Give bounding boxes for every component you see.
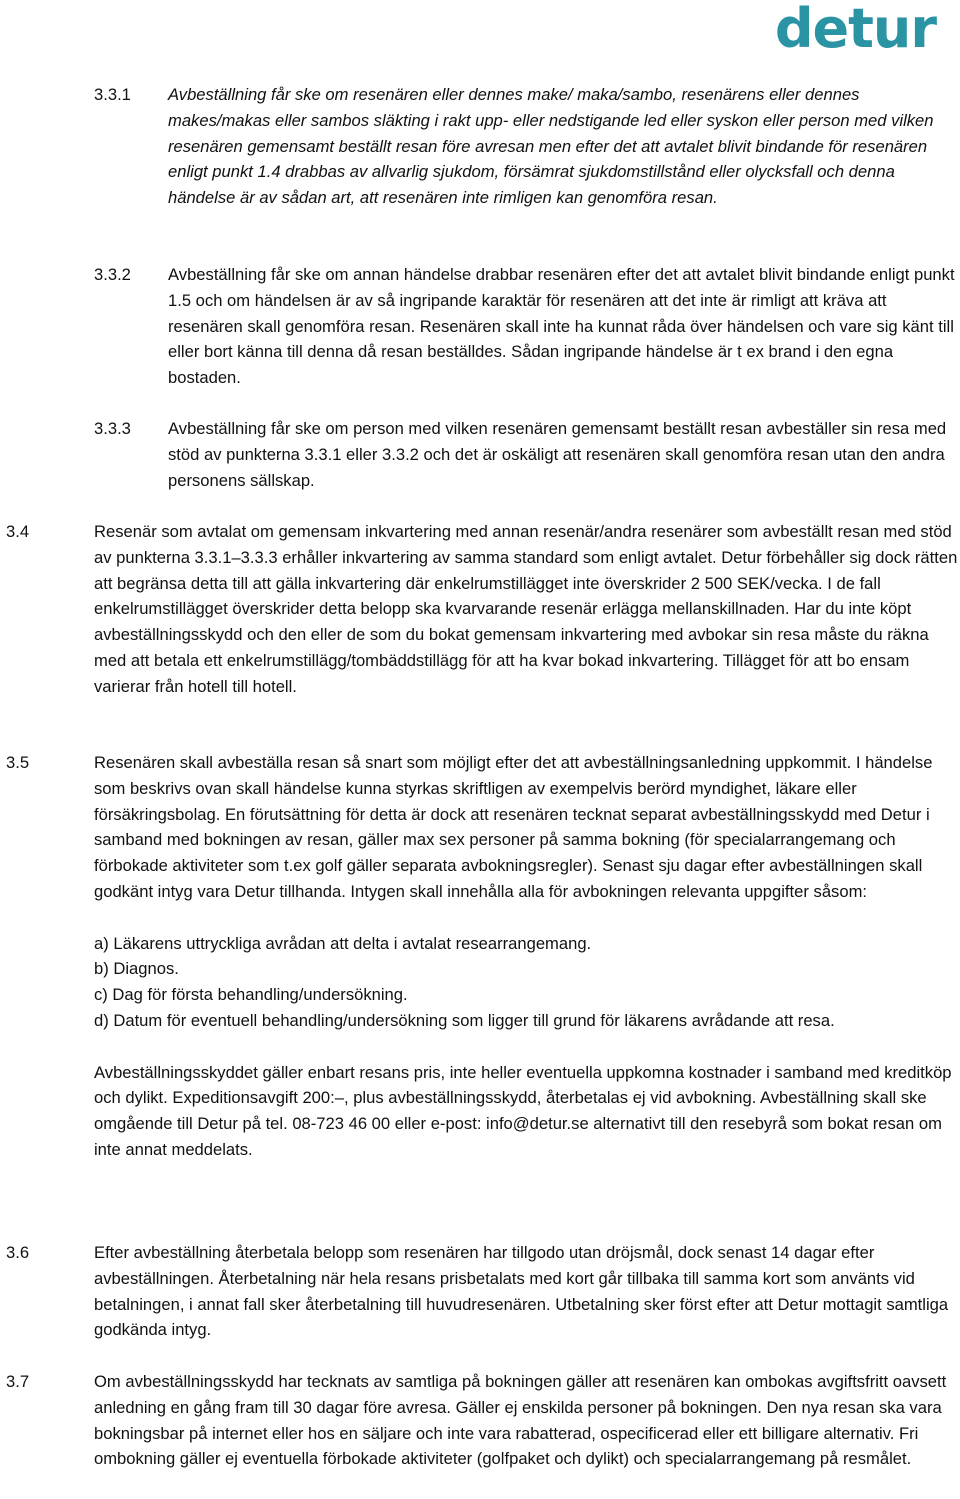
section-text: Avbeställning får ske om annan händelse drabbar resenären efter det att avtalet blivit bindande enligt punkt 1.5 och om händelsen är av så ingripande karaktär för resenären att det inte är rimligt att kräva att resenären skall genomföra resan. Resenären skall inte ha kunnat råda över händelsen och vare sig känt till eller bort känna till denna då resan beställdes. Sådan ingripande händelse är t ex brand i den egna bostaden.: [168, 265, 955, 388]
section-number: 3.3.2: [94, 265, 131, 284]
section-number: 3.5: [6, 753, 30, 772]
list-item: d) Datum för eventuell behandling/undersökning som ligger till grund för läkarens avrådande att resa.: [94, 1010, 835, 1030]
section-number: 3.7: [6, 1372, 30, 1391]
section-text: Resenär som avtalat om gemensam inkvartering med annan resenär/andra resenärer som avbeställt resan med stöd av punkterna 3.3.1–3.3.3 erhåller inkvartering av samma standard som enligt avtalet. Detur förbehåller sig dock rätten att begränsa detta till att gälla inkvartering där enkelrumstillägget inte överskrider 2 500 SEK/vecka. I de fall enkelrumstillägget överskrider detta belopp ska kvarvarande resenär erlägga mellanskillnaden. Har du inte köpt avbeställningsskydd och den eller de som du bokat gemensam inkvartering med avbokar sin resa måste du räkna med att betala ett enkelrumstillägg/tombäddstillägg för att ha kvar bokad inkvartering. Tillägget för att bo ensam varierar från hotell till hotell.: [94, 522, 958, 696]
list-item: b) Diagnos.: [94, 959, 179, 979]
section-closing-text: Avbeställningsskyddet gäller enbart resans pris, inte heller eventuella uppkomna kostnader i samband med kreditköp och dylikt. Expeditionsavgift 200:–, plus avbeställningsskydd, återbetalas ej vid avbokning. Avbeställning skall ske omgående till Detur på tel. 08-723 46 00 eller e-post: info@detur.se alternativt till den resebyrå som bokat resan om inte annat meddelats.: [94, 1062, 952, 1159]
section-number: 3.3.3: [94, 419, 131, 438]
section-text: Avbeställning får ske om person med vilken resenären gemensamt beställt resan avbeställer sin resa med stöd av punkterna 3.3.1 eller 3.3.2 och det är oskäligt att resenären skall genomföra resan utan den andra personens sällskap.: [168, 419, 947, 490]
section-text: Resenären skall avbeställa resan så snart som möjligt efter det att avbeställningsanledning uppkommit. I händelse som beskrivs ovan skall händelse kunna styrkas skriftligen av exempelvis berörd myndighet, läkare eller försäkringsbolag. En förutsättning för detta är dock att resenären tecknat separat avbeställningsskydd med Detur i samband med bokningen av resan, gäller max sex personer på samma bokning (för specialarrangemang och förbokade aktiviteter som t.ex golf gäller separata avbokningsregler). Senast sju dagar efter avbeställningen skall godkänt intyg vara Detur tillhanda. Intygen skall innehålla alla för avbokningen relevanta uppgifter såsom:: [94, 753, 933, 901]
section-text: Avbeställning får ske om resenären eller dennes make/ maka/sambo, resenärens eller dennes makes/makas eller sambos släkting i rakt upp- eller nedstigande led eller syskon eller person med vilken resenären gemensamt beställt resan före avresan men efter det att avtalet blivit bindande för resenären enligt punkt 1.4 drabbas av allvarlig sjukdom, försämrat sjukdomstillstånd eller olycksfall och denna händelse är av sådan art, att resenären inte rimligen kan genomföra resan.: [168, 85, 934, 208]
section-text: Om avbeställningsskydd har tecknats av samtliga på bokningen gäller att resenären kan ombokas avgiftsfritt oavsett anledning en gång fram till 30 dagar före avresa. Gäller ej enskilda personer på bokningen. Den nya resan ska vara bokningsbar på internet eller hos en säljare och inte vara rabatterad, ospecificerad eller ett billigare alternativ. Fri ombokning gäller ej eventuella förbokade aktiviteter (golfpaket och dylikt) och specialarrangemang på resmålet.: [94, 1372, 947, 1469]
list-item: c) Dag för första behandling/undersökning.: [94, 985, 408, 1005]
list-item: a) Läkarens uttryckliga avrådan att delta i avtalat researrangemang.: [94, 933, 592, 953]
section-text: Efter avbeställning återbetala belopp som resenären har tillgodo utan dröjsmål, dock senast 14 dagar efter avbeställningen. Återbetalning när hela resans prisbetalats med kort går tillbaka till samma kort som använts vid betalningen, i annat fall sker återbetalning till huvudresenären. Utbetalning sker först efter att Detur mottagit samtliga godkända intyg.: [94, 1243, 949, 1340]
section-number: 3.3.1: [94, 85, 131, 104]
section-number: 3.4: [6, 522, 30, 541]
detur-logo: detur: [774, 0, 936, 60]
section-number: 3.6: [6, 1243, 30, 1262]
